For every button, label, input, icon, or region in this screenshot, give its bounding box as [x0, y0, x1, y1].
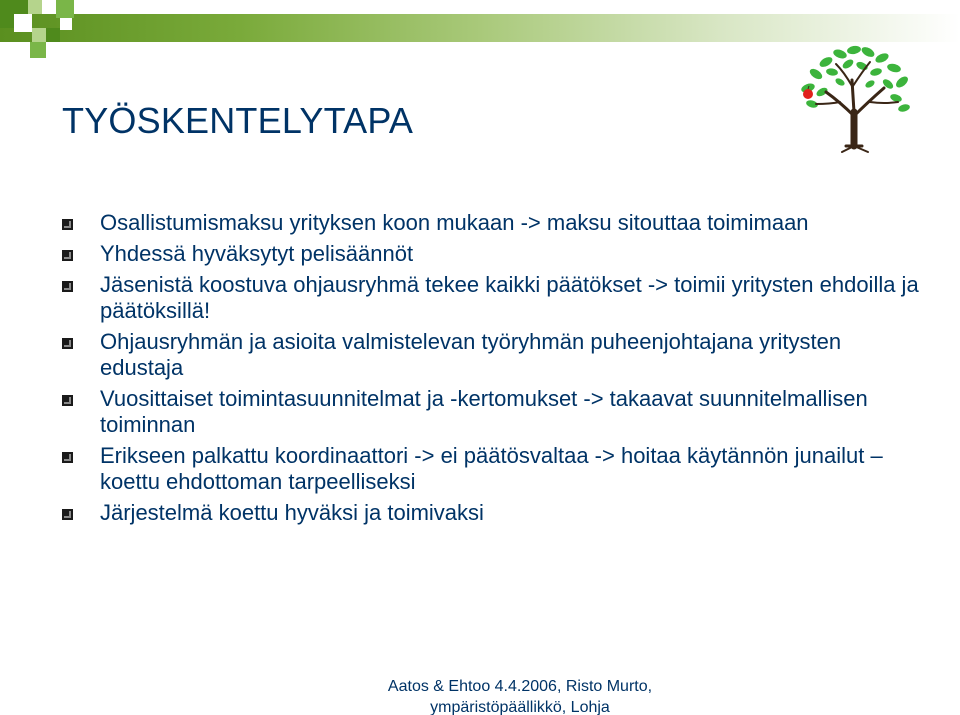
square-bullet-icon: [62, 250, 73, 261]
square-bullet-icon: [62, 219, 73, 230]
bullet-text: Ohjausryhmän ja asioita valmistelevan työryhmän puheenjohtajana yritysten edustaja: [100, 329, 842, 380]
bullet-text: Vuosittaiset toimintasuunnitelmat ja -kertomukset -> takaavat suunnitelmallisen toiminnan: [100, 386, 868, 437]
square-bullet-icon: [62, 281, 73, 292]
bullet-item: [62, 386, 922, 438]
decor-square: [60, 18, 72, 30]
bullet-text: Osallistumismaksu yrityksen koon mukaan -> maksu sitouttaa toimimaan: [100, 210, 809, 235]
footer-line: Aatos & Ehtoo 4.4.2006, Risto Murto,: [387, 678, 653, 695]
bullet-item: [62, 329, 922, 381]
decor-square: [14, 14, 32, 32]
decor-square: [30, 42, 46, 58]
footer-line: ympäristöpäällikkö, Lohja: [430, 699, 610, 715]
square-bullet-icon: [62, 395, 73, 406]
slide-footer: [320, 676, 720, 715]
decor-square: [28, 0, 42, 14]
bullet-item: [62, 500, 922, 526]
square-bullet-icon: [62, 338, 73, 349]
decor-square: [56, 0, 74, 18]
decor-square: [46, 28, 60, 42]
bullet-text: Yhdessä hyväksytyt pelisäännöt: [100, 241, 414, 266]
apple-icon: [803, 89, 813, 99]
tree-with-apple-icon: [796, 42, 916, 154]
bullet-text: Erikseen palkattu koordinaattori -> ei päätösvaltaa -> hoitaa käytännön junailut – koettu ehdottoman tarpeelliseksi: [100, 443, 883, 494]
bullet-item: [62, 443, 922, 495]
bullet-item: [62, 241, 922, 267]
decor-square: [32, 28, 46, 42]
bullet-item: [62, 210, 922, 236]
square-bullet-icon: [62, 452, 73, 463]
slide-title: TYÖSKENTELYTAPA: [62, 100, 414, 141]
bullet-text: Jäsenistä koostuva ohjausryhmä tekee kaikki päätökset -> toimii yritysten ehdoilla ja päätöksillä!: [100, 272, 919, 323]
gradient-bar: [0, 14, 960, 42]
bullet-text: Järjestelmä koettu hyväksi ja toimivaksi: [100, 500, 484, 525]
square-bullet-icon: [62, 509, 73, 520]
bullet-item: [62, 272, 922, 324]
bullet-list: [62, 210, 922, 531]
